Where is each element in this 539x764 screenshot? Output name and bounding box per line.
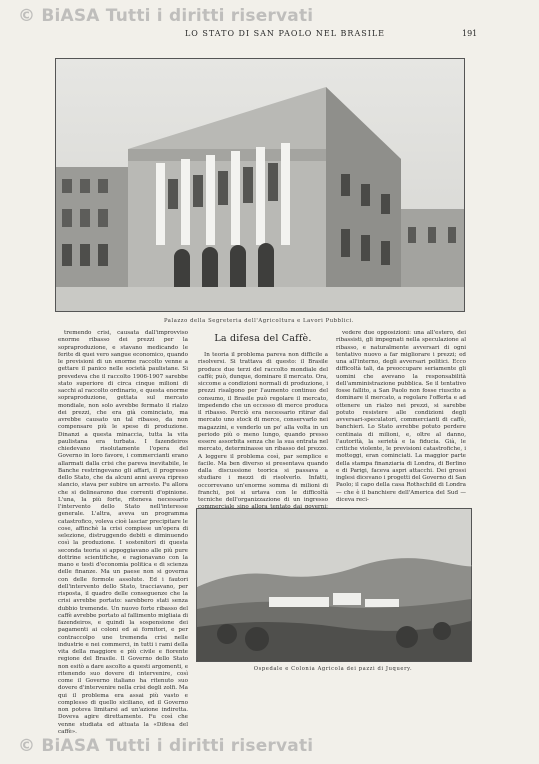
watermark-bottom: © BiASA Tutti i diritti riservati bbox=[18, 736, 314, 756]
column-1-text: tremendo crisi, causata dall'improvviso enorme ribasso dei prezzi per la sopraproduzione, e stavano medicando le ferite di quei vero sangue economico, quando le previsioni di un enorme raccolto venne a gettare il panico nelle società paulistane. Si prevedeva che il raccolto 1906-1907 sarebbe stato superiore di circa cinque milioni di sacchi al raccolto ordinario, e questa enorme sopraproduzione, gettata sul mercato mondiale, non solo avrebbe fermato il rialzo dei prezzi, che era già cominciato, ma avrebbe causato un tal ribasso, da non compensare più le spese di produzione. Dinanzi a questa minaccia, tutta la vita paulistana era turbata. I fazendeiros chiedevano risolutamente l'opera del Governo in loro favore, i commercianti erano allarmati dalla crisi che pareva inevitabile, le Banche restringevano gli affari, il progresso dello Stato, che da alcuni anni aveva ripreso slancio, stava per subire un arresto. Fu allora che si delinearono due correnti d'opinione. L'una, la più forte, riteneva necessario l'intervento dello Stato nell'interesse generale. L'altra, aveva un programma catastrofico, voleva cioè lasciar precipitare le cose, affinchè la crisi compisse un'opera di selezione, distruggendo debiti e diminuendo così la produzione. I sostenitori di questa seconda teoria si appoggiavano alle più pure dottrine scientifiche, e ragionavano con la mano e testi d'economia politica e di scienza delle finanze. Ma un paese non si governa con delle formole assolute. Ed i fautori dell'intervento dello Stato, tracciavano, per risposta, il quadro delle conseguenze che la crisi avrebbe portato: sarebbero stati senza dubbio tremende. Un nuovo forte ribasso del caffè avrebbe portato al fallimento migliaia di fazendeiros, e quindi la sospensione dei pagamenti ai coloni ed ai fornitori, e per contraccolpo une tremenda crisi nelle industrie e nei commerci, in tutti i rami della vita della maggiore e più civile e fiorente regione del Brasile. Il Governo dello Stato non esitò a dare ascolto a questi argomenti, e ritenendo suo dovere di intervenire, così come il Governo italiano ha ritenuto suo dovere d'intervenire nella crisi degli zolfi. Ma qui il problema era assai più vasto e complesso di quello siciliano, ed il Governo non poteva limitarsi ad un'azione indiretta. Doveva agire direttamente. Fu così che venne studiata ed attuata la «Difesa del caffè». bbox=[58, 330, 189, 735]
column-3-text: vedere due opposizioni: una all'estero, dei ribassisti, gli impegnati nella speculazione al ribasso, e naturalmente avversari di ogni tentativo nuovo a far migliorare i prezzi; ed una all'interno, degli avversari politici. Ecco difficoltà tali, da preoccupare seriamente gli uomini che avevano la responsabilità dell'amministrazione pubblica. Se il tentativo fosse fallito, a San Paolo non fosse riuscito a dominare il mercato, a regolare l'offerta e ad ottenere un rialzo nei prezzi, si sarebbe potuto resistere alle condizioni degli avversari-speculatori, commercianti di caffè, banchieri. Lo Stato avrebbe potuto perdere centinaia di milioni, e, oltre al danno, l'autorità, la serietà e la fiducia. Già, le critiche violente, le previsioni catastrofiche, i motteggi, eran cominciati. La maggior parte della stampa finanziaria di Londra, di Berlino e di Parigi, faceva aspri attacchi. Dei grossi inglesi dicevano i progetti del Governo di San Paolo; il capo della casa Rothschild di Londra — che è il banchiere dell'America del Sud — diceva reci- bbox=[336, 330, 466, 503]
text-column-1 bbox=[58, 330, 189, 735]
hospital-photo bbox=[196, 508, 472, 662]
text-column-3 bbox=[336, 330, 466, 503]
page-number: 191 bbox=[462, 29, 478, 38]
column-2-text: In teoria il problema pareva non difficile a risolversi. Si trattava di questo: il Brasile produce due terzi del raccolto mondiale del caffè; può, dunque, dominare il mercato. Ora, siccome a condizioni normali di produzione, i prezzi risalgono per l'aumento continuo del consumo, il Brasile può regolare il mercato, impedendo che un eccesso di merce produca il ribasso. Perciò era necessario ritirar dal mercato uno stock di merce, conservarlo nei magazzini, e venderlo un po' alla volta in un periodo più o meno lungo, quando presso essere assorbita senza che la sua entrata nel mercato, determinasse un ribasso del prezzo. A leggere il problema così, par semplice e facile. Ma ben diverso si presentava quando dalla discussione teorica si passava a studiare i mezzi di risolverlo. Infatti, occorrevano un'enorme somma di milioni di franchi, poi si urtava con le difficoltà tecniche dell'organizzazione di un ingresso bbox=[198, 352, 328, 503]
running-title: LO STATO DI SAN PAOLO NEL BRASILE bbox=[184, 29, 386, 38]
article-title: La difesa del Caffè. bbox=[214, 333, 312, 344]
watermark-top: © BiASA Tutti i diritti riservati bbox=[18, 6, 314, 26]
text-column-2 bbox=[198, 352, 328, 503]
building-photo bbox=[55, 58, 465, 312]
figure-caption-2: Ospedale e Colonia Agricola dei pazzi di Juquery. bbox=[253, 666, 413, 672]
figure-caption-1: Palazzo della Segreteria dell'Agricoltura e Lavori Pubblici. bbox=[163, 318, 355, 324]
